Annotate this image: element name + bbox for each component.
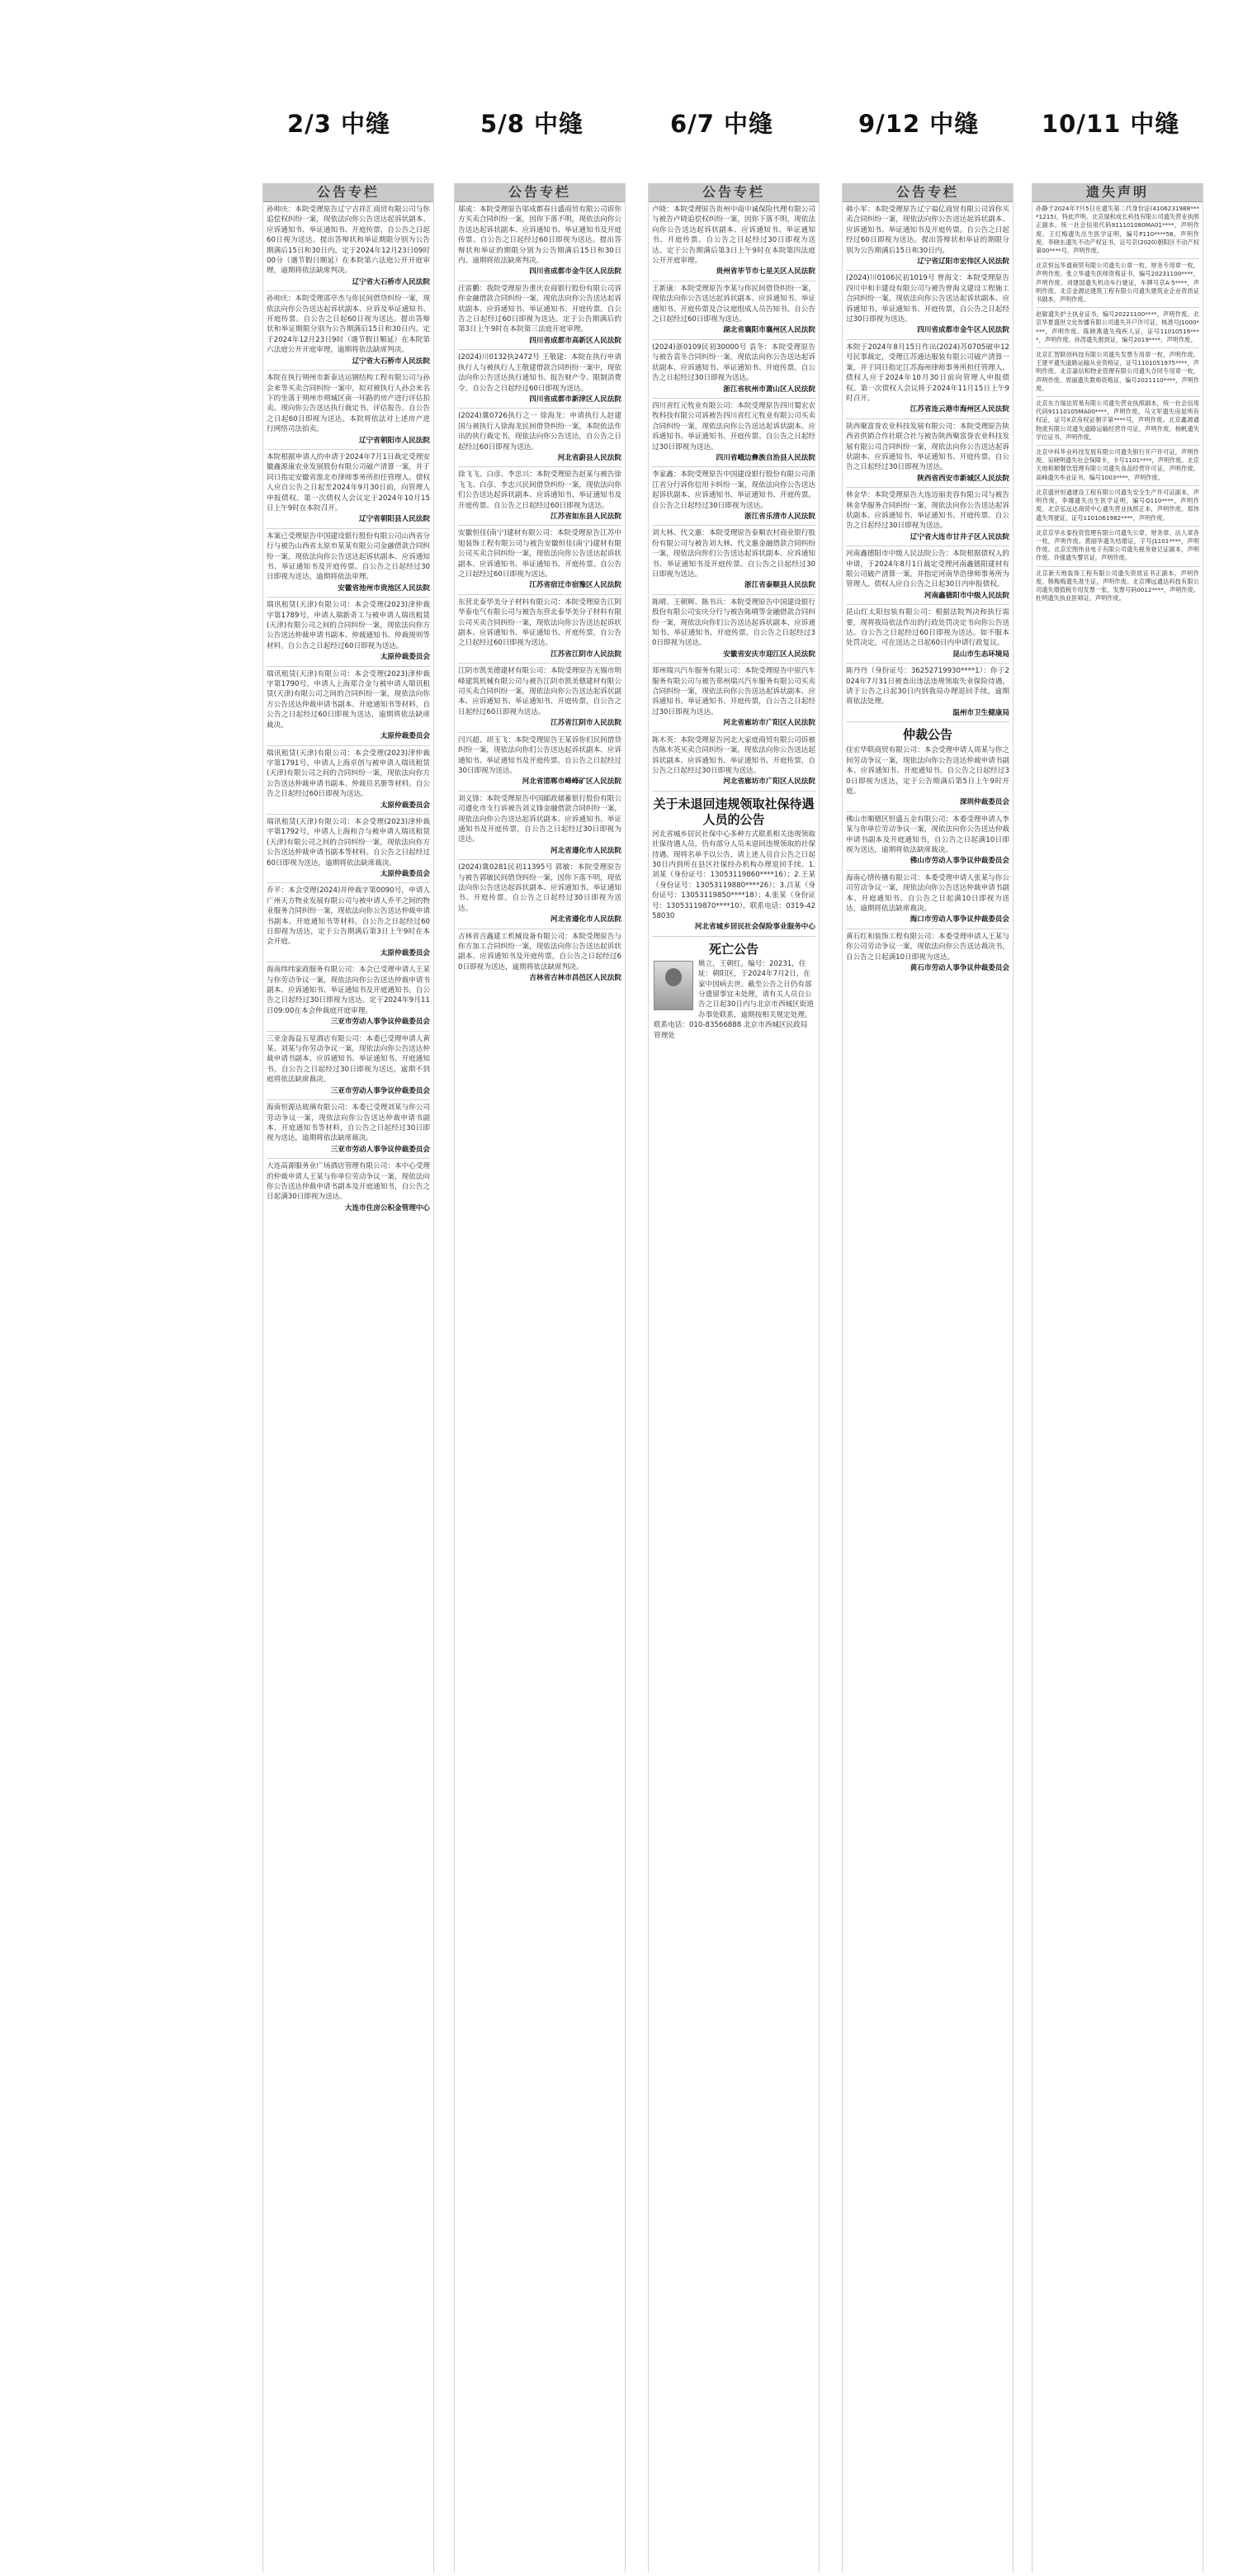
notice-item [652,598,815,659]
notice-sign: 三亚市劳动人事争议仲裁委员会 [330,1145,430,1154]
divider [1036,566,1199,567]
notice-strip-2-3 [262,183,434,2573]
notice-sign: 大连市住房公积金管理中心 [344,1203,430,1212]
notice-item [652,205,815,277]
portrait-photo [654,961,693,1010]
notice-item [1036,448,1199,482]
notice-strip-10-11 [1032,183,1203,2573]
notice-sign: 陕西省西安市新城区人民法院 [917,474,1009,483]
notice-text: 邬成：本院受理原告邬成都春日盛商贸有限公司诉你方买卖合同纠纷一案，因你下落不明，现依法向你公告送达起诉状副本、应诉通知书、举证通知书及开庭传票。自公告之日起经过60日即视为送达。提出答辩状和举证的期限分别为公告期满后15日和30日内。逾期将依法缺席判决。 [458,206,621,266]
divider [652,525,815,526]
divider [652,732,815,733]
notice-text: 瑞讯租赁(天津)有限公司：本会受理(2023)津仲裁字第1790号，申请人上海郑合金与被申请人瑞讯租赁(天津)有限公司之间的合同纠纷一案，现依法向你方公告送达仲裁申请书副本、开庭通知书等材料，自公告之日起经过60日即视为送达，逾期将依法缺席裁决。 [267,669,430,730]
notice-text: (2024)冀0726执行之一 徐海龙：申请执行人赵建国与被执行人徐海龙民间借贷纠纷一案，本院依法作出的执行裁定书，现依法向你公告送达，自公告之日起经过60日即视为送达。 [458,412,621,451]
notice-sign: 温州市卫生健康局 [952,708,1009,717]
divider [458,791,621,792]
divider [1036,396,1199,397]
notice-text: 王新康：本院受理原告李某与你民间借贷纠纷一案，现依法向你公告送达起诉状副本、应诉通知书、举证通知书、开庭传票及合议庭组成人员告知书。自公告之日起经过60日即视为送达。 [652,284,815,324]
notice-item [267,669,430,742]
notice-item [458,411,621,463]
notice-item [1036,529,1199,563]
notice-sign: 辽宁省朝阳市人民法院 [359,436,430,445]
notice-text: 卢晓：本院受理原告贵州中商中诚保险代理有限公司与被告卢晓追偿权纠纷一案，因你下落不明，现依法向你公告送达起诉状副本、应诉通知书、举证通知书、开庭传票。自公告之日起经过30日即视为送达。定于公告期满后第3日上午9时在本院第四法庭公开开庭审理。 [652,206,815,266]
notice-item [458,794,621,856]
notice-sign: 河北省遵化市人民法院 [550,846,621,855]
notice-sign: 四川省成都市高新区人民法院 [529,336,621,345]
notice-item [267,1161,430,1213]
divider [1036,485,1199,486]
notice-text: 韩小军：本院受理原告辽宁福亿商贸有限公司诉你买卖合同纠纷一案，现依法向你公告送达起诉状副本、应诉通知书、举证通知书及开庭传票。自公告之日起经过60日即视为送达。提出答辩状和举证的期限分别为公告期满后15日和30日内。 [846,206,1009,255]
notice-item [652,735,815,787]
notice-item [846,490,1009,542]
notice-sign: 辽宁省朝阳县人民法院 [359,515,430,524]
notice-text: 吉林省吉鑫建工机械设备有限公司：本院受理原告与你方加工合同纠纷一案，现依法向你公告送达起诉状副本、应诉通知书及开庭传票，自公告之日起经过60日即视为送达，逾期将依法缺席判决。 [458,932,621,971]
notice-sign: 太原仲裁委员会 [380,732,430,741]
notice-text: 北京恒远华通商贸有限公司遗失公章一枚、财务专用章一枚，声明作废。张立华遗失医师资格证书，编号20231100****，声明作废。刘建国遗失机动车行驶证，车牌号京A·5****，声明作废。北京金源达建筑工程有限公司遗失建筑业企业资质证书副本，声明作废。 [1036,262,1199,304]
notice-item [846,422,1009,484]
notice-list [1032,205,1203,603]
notice-text: 四川省红元牧业有限公司：本院受理原告四川蜀宏农牧科技有限公司诉被告四川省红元牧业有限公司买卖合同纠纷一案，现依法向你公告送达起诉状副本、应诉通知书、举证通知书、开庭传票。自公告之日起经过30日即视为送达。 [652,401,815,451]
notice-text: 河南鑫德阳市中级人民法院公告：本院根据债权人的申请，于2024年8月1日裁定受理河南鑫德阳建材有限公司破产清算一案，并指定河南华浩律师事务所为管理人。债权人应自公告之日起30日内申报债权。 [846,550,1009,589]
notice-sign: 安徽省池州市贵池区人民法院 [338,584,430,593]
notice-sign: 河北省邯郸市峰峰矿区人民法院 [522,778,621,787]
divider [267,528,430,529]
notice-text: 刘大林、代文惠：本院受理原告泰顺农村商业银行股份有限公司与被告刘大林、代文惠金融借款合同纠纷一案，现依法向你们公告送达起诉状副本、应诉通知书、举证通知书及开庭传票。自公告之日起经过30日即视为送达。 [652,529,815,579]
notice-text: 本院于2024年8月15日作出(2024)苏0705破申12号民事裁定，受理江苏通达服装有限公司破产清算一案，并于同日指定江苏海州律师事务所担任管理人。债权人应于2024年10月30日前向管理人申报债权。第一次债权人会议将于2024年11月15日上午9时召开。 [846,343,1009,403]
divider [652,791,815,792]
notice-sign: 河北省蔚县人民法院 [557,453,621,462]
notice-item [846,666,1009,718]
divider [846,270,1009,271]
notice-text: 本院在执行朔州市新泰达运钢结构工程有限公司与孙会来等买卖合同纠纷一案中，拟对被执行人孙会来名下的坐落于朔州市朔城区南一环路的房产进行评估拍卖。现向你公告送达执行裁定书、评估报告。自公告之日起60日即视为送达。本院将依法对上述房产进行网络司法拍卖。 [267,374,430,434]
strip-banner: 公告专栏 [263,183,433,202]
notice-list [263,205,433,1213]
notice-sign: 浙江省杭州市萧山区人民法院 [723,385,815,394]
divider [267,1031,430,1032]
notice-item [652,666,815,728]
divider [458,663,621,664]
notice-sign: 河北省廊坊市广阳区人民法院 [723,719,815,728]
notice-sign: 四川省成都市金牛区人民法院 [917,326,1009,335]
divider [267,1158,430,1159]
arbitration-title: 仲裁公告 [902,727,952,743]
notice-text: 北京东方瑞达贸易有限公司遗失营业执照副本，统一社会信用代码91110105MA00****，声明作废。马文军遗失房屋所有权证，证号X京房权证朝字第****号，声明作废。北京鑫源通物流有限公司遗失道路运输经营许可证，声明作废。杨帆遗失学位证书，声明作废。 [1036,399,1199,441]
notice-sign: 江苏省江阴市人民法院 [550,719,621,728]
notice-text: 瑞讯租赁(天津)有限公司：本会受理(2023)津仲裁字第1791号，申请人上海卓创与被申请人瑞讯租赁(天津)有限公司之间的合同纠纷一案，现依法向你方公告送达仲裁申请书副本、仲裁员名册等材料。自公告之日起经过60日即视为送达。 [267,749,430,799]
notice-item [267,965,430,1027]
notice-text: 李家鑫：本院受理原告中国建设银行股份有限公司浙江省分行诉你信用卡纠纷一案，现依法向你公告送达起诉状副本、应诉通知书、举证通知书、开庭传票。自公告之日起经过30日即视为送达。 [652,470,815,510]
notice-item [1036,489,1199,522]
notice-sign: 佛山市劳动人事争议仲裁委员会 [910,857,1009,866]
notice-item [846,273,1009,335]
notice-item [267,452,430,525]
notice-item [458,932,621,984]
notice-item [846,815,1009,867]
strip-banner: 遗失声明 [1032,183,1203,202]
notice-text: 陈晴、王朝辉、陈书兵：本院受理原告中国建设银行股份有限公司安庆分行与被告陈晴等金融借款合同纠纷一案，现依法向你们公告送达起诉状副本、应诉通知书、举证通知书、开庭传票。自公告之日起经过30日即视为送达。 [652,598,815,648]
notice-item [458,352,621,404]
notice-text: 北京盛世恒通建设工程有限公司遗失安全生产许可证副本，声明作废。李娜遗失出生医学证明，编号Q110****，声明作废。北京弘远达商贸中心遗失营业执照正本，声明作废。郑伟遗失驾驶证，证号1101061982****，声明作废。 [1036,488,1199,522]
divider [1036,445,1199,446]
notice-sign: 海口市劳动人事争议仲裁委员会 [910,915,1009,924]
divider [458,859,621,860]
notice-item [458,205,621,277]
notice-item [267,749,430,811]
strip-banner: 公告专栏 [455,183,625,202]
notice-item [846,343,1009,415]
divider [267,597,430,598]
social-security-text: 河北省城乡居民社保中心多种方式联系相关违规领取社保待遇人员，仍有部分人员未退回违规领取的社保待遇。现将名单予以公告，请上述人员自公告之日起30日内到所在县区社保经办机构办理退回手续。1.刘某（身份证号：13053119860****16）；2.王某（身份证号：13053119880****26）；3.吕某（身份证号：13053119850****18）；4.张某（身份证号：13053119870****10）。联系电话：0319-4258030 [652,830,815,920]
divider [458,349,621,350]
notice-sign: 贵州省毕节市七星关区人民法院 [716,267,815,277]
divider [1036,526,1199,527]
death-notice-text: 姚立，王朝红，编号：20231，住址：朝阳区，于2024年7月2日，在家中因病去世。截至公告之日仍有部分遗留事宜未处理，请有关人员自公告之日起30日内与北京市西城区街道办事处联系，逾期按相关规定处理。联系电话：010-83566888 [654,959,814,1030]
notice-text: 瑞讯租赁(天津)有限公司：本会受理(2023)津仲裁字第1789号，申请人瑞新奇工与被申请人瑞讯租赁(天津)有限公司之间的合同纠纷一案，现依法向你方公告送达仲裁申请书副本、仲裁通知书、仲裁规则等材料。自公告之日起经过60日即视为送达。 [267,601,430,650]
social-security-sign: 河北省城乡居民社会保险事业服务中心 [694,923,815,932]
notice-item [267,373,430,446]
divider [267,449,430,450]
divider [267,745,430,746]
divider [1036,347,1199,348]
notice-text: 孙帅庆：本院受理邵亭杰与你民间借贷纠纷一案，现依法向你公告送达起诉状副本、应诉及举证通知书、开庭传票。自公告之日起60日视为送达。提出答辩状和举证期限分别为公告期满后15日和30日内。定于2024年12月23日9时（遇节假日顺延）在本院第六法庭公开开庭审理，逾期将依法缺席判决。 [267,295,430,355]
notice-text: 郑州瑞兴汽车服务有限公司：本院受理原告中原汽车服务有限公司与被告郑州瑞兴汽车服务有限公司买卖合同纠纷一案，现依法向你公告送达起诉状副本、应诉通知书、举证通知书、开庭传票，自公告之日起经过30日即视为送达。 [652,667,815,716]
notice-item [458,598,621,659]
divider [1036,307,1199,308]
notice-sign: 河北省廊坊市广阳区人民法院 [723,778,815,787]
notice-text: 北京汇智联创科技有限公司遗失发票专用章一枚，声明作废。王建平遗失道路运输从业资格证，证号1101051975****，声明作废。北京嘉信和物业管理有限公司遗失合同专用章一枚，声明作废。周丽遗失教师资格证，编号2021110****，声明作废。 [1036,351,1199,392]
notice-sign: 辽宁省大连市甘井子区人民法院 [910,532,1009,541]
divider [458,732,621,733]
notice-sign: 安徽省安庆市迎江区人民法院 [723,650,815,659]
death-notice [654,942,814,1041]
social-security-title: 关于未退回违规领取社保待遇人员的公告 [653,796,815,827]
divider [267,370,430,371]
notice-text: 北京中科华业科技发展有限公司遗失银行开户许可证，声明作废。吴晓明遗失社会保障卡，卡号1101****，声明作废。北京天地和顺餐饮管理有限公司遗失食品经营许可证，声明作废。高峰遗失毕业证书，编号1003****，声明作废。 [1036,448,1199,481]
notice-text: 海南恒源达玻璃有限公司：本委已受理刘某与你公司劳动争议一案，现依法向你公告送达仲裁申请书副本、开庭通知书等材料，自公告之日起经过30日即视为送达，逾期将依法缺席裁决。 [267,1104,430,1143]
divider [652,594,815,595]
notice-sign: 太原仲裁委员会 [380,801,430,810]
notice-text: (2024)冀0281民初11395号 郭敏：本院受理原告与被告郭敏民间借贷纠纷一案，因你下落不明，现依法向你公告送达起诉状副本、应诉通知书、举证通知书、开庭传票。自公告之日起经过30日即视为送达。 [458,863,621,913]
notice-item [458,528,621,590]
notice-text: (2024)浙0109民初30000号 袁冬：本院受理原告与被告袁冬合同纠纷一案，现依法向你公告送达起诉状副本、应诉通知书、举证通知书、开庭传票。自公告之日起经过30日即视为送达。 [652,343,815,383]
notice-text: 孙静于2024年7月5日在遗失第二代身份证(4106231988****1215)，特此声明。北京瑞和成长科技有限公司遗失营业执照正副本，统一社会信用代码911101080MA01****，声明作废。王红梅遗失出生医学证明，编号P110****56，声明作废。李晓东遗失不动产权证书，证号京(2020)朝阳区不动产权第00****号，声明作废。 [1036,205,1199,255]
notice-sign: 江苏省连云港市海州区人民法院 [910,405,1009,414]
notice-sign: 昆山市生态环境局 [952,650,1009,659]
column-heading-6-7: 6/7 中缝 [670,110,774,138]
notice-sign: 江苏省江阴市人民法院 [550,650,621,659]
divider [846,811,1009,812]
notice-text: 海南心情传播有限公司：本委受理申请人张某与你公司劳动争议一案，现依法向你公告送达仲裁申请书副本、开庭通知书。自公告之日起满10日即视为送达，逾期将依法缺席裁决。 [846,873,1009,913]
notice-sign: 浙江省泰顺县人民法院 [744,581,815,590]
divider [267,666,430,667]
notice-item [846,549,1009,601]
notice-sign: 太原仲裁委员会 [380,869,430,878]
notice-text: 林金华：本院受理原告大连迈丽美容有限公司与被告林金华服务合同纠纷一案，现依法向你公告送达起诉状副本、应诉通知书、举证通知书、开庭传票。自公告之日起经过30日即视为送达。 [846,491,1009,531]
divider [458,594,621,595]
column-heading-5-8: 5/8 中缝 [480,110,584,138]
notice-item [1036,310,1199,344]
divider [267,1099,430,1100]
notice-sign: 三亚市劳动人事争议仲裁委员会 [330,1086,430,1095]
notice-text: 乔平：本会受理(2024)并仲裁字第0090号，申请人广州天方物业发展有限公司与被申请人乔平之间的物业服务合同纠纷一案，现依法向你公告送达仲裁申请书副本、开庭通知书等材料。自公告之日起经过60日即视为送达，定于公告期满后第3日上午9时在本会开庭。 [267,886,430,947]
notice-item [267,205,430,287]
notice-sign: 四川省峨边彝族自治县人民法院 [716,453,815,462]
notice-item [1036,351,1199,393]
notice-item [458,735,621,787]
notice-sign: 太原仲裁委员会 [380,948,430,957]
column-heading-2-3: 2/3 中缝 [287,110,391,138]
notice-item [267,817,430,879]
divider [846,663,1009,664]
notice-text: 佛山市顺德区恒盛五金有限公司：本委受理申请人李某与你单位劳动争议一案，现依法向你公告送达仲裁申请书副本及开庭通知书，自公告之日起满10日即视为送达，逾期将依法缺席裁决。 [846,815,1009,854]
divider [652,936,815,937]
death-notice-sign: 北京市西城区民政局管理处 [654,1021,808,1040]
column-heading-10-11: 10/11 中缝 [1042,110,1180,138]
divider [846,604,1009,605]
notice-item [1036,205,1199,255]
notice-list [843,205,1013,718]
notice-sign: 四川省成都市新津区人民法院 [529,395,621,404]
divider [846,339,1009,340]
notice-item [458,863,621,924]
divider [846,721,1009,722]
notice-item [846,873,1009,925]
notice-item [652,284,815,336]
divider [652,398,815,399]
notice-item [652,343,815,395]
notice-text: 汪雷鹏：我院受理原告重庆农商银行股份有限公司诉你金融借款合同纠纷一案，现依法向你公告送达起诉状副本、应诉通知书、举证通知书、开庭传票。自公告之日起经过60日即视为送达。定于公告期满后的第3日上午9时在本院第三法庭开庭审理。 [458,284,621,334]
notice-sign: 深圳仲裁委员会 [959,798,1009,807]
notice-text: 三亚金海益五星酒店有限公司：本委已受理申请人黄某、刘某与你劳动争议一案，现依法向你公告送达仲裁申请书副本、应诉通知书、举证通知书、开庭通知书。自公告之日起经过30日即视为送达，逾期不到庭将依法缺席裁决。 [267,1034,430,1085]
divider [458,466,621,467]
notice-text: 北京新天地装饰工程有限公司遗失资质证书正副本，声明作废。韩梅梅遗失准生证，声明作废。北京博远通达科技有限公司遗失增值税专用发票一张，发票号码0012****，声明作废。杜明遗失执业医师证，声明作废。 [1036,569,1199,603]
divider [1036,258,1199,259]
notice-text: 孙帅庆：本院受理原告辽宁吉祥汇商贸有限公司与你追偿权纠纷一案，现依法向你公告送达起诉状副本、应诉通知书、举证通知书、开庭传票，自公告之日起60日视为送达。提出答辩状和举证期限分别为公告期满后15日和30日内。定于2024年12月23日09时00分（遇节假日顺延）在本院第六法庭公开开庭审理，逾期将依法缺席判决。 [267,206,430,276]
notice-item [1036,399,1199,442]
notice-text: 江阴市凯美德建材有限公司：本院受理原告无锡市明峰建筑机械有限公司与被告江阴市凯美德建材有限公司买卖合同纠纷一案，现依法向你公告送达起诉状副本、应诉通知书、举证通知书、开庭传票，自公告之日起经过60日即视为送达。 [458,667,621,716]
notice-sign: 河南鑫德阳市中级人民法院 [924,591,1009,600]
notice-text: 陈丹丹（身份证号：36252719930****1）：你于2024年7月31日被查出违法违规领取失业保险待遇，请于公告之日起30日内到我局办理退回手续，逾期将依法处理。 [846,667,1009,707]
divider [652,339,815,340]
notice-text: 大连高源服务业广场酒店管理有限公司：本中心受理的仲裁申请人王某与你单位劳动争议一案，现依法向你公告送达仲裁申请书副本及开庭通知书，自公告之日起满30日即视为送达。 [267,1162,430,1202]
divider [652,466,815,467]
notice-item [267,600,430,662]
notice-sign: 湖北省襄阳市襄州区人民法院 [723,326,815,335]
notice-item [267,1103,430,1155]
notice-item [1036,262,1199,304]
notice-text: 北京京华永泰投资管理有限公司遗失公章、财务章、法人章各一枚，声明作废。黄丽华遗失结婚证，字号J1101****，声明作废。北京宏图伟业电子有限公司遗失税务登记证副本，声明作废。许强遗失警官证，声明作废。 [1036,528,1199,562]
notice-item [267,886,430,958]
notice-text: 本院根据申请人的申请于2024年7月1日裁定受理安徽鑫源康农业发展股份有限公司破产清算一案，并于同日指定安徽省淮北市律师事务所担任管理人。债权人应自公告之日起至2024年9月30日前，向管理人申报债权。第一次债权人会议定于2024年10月15日上午9时在本院召开。 [267,452,430,513]
notice-sign: 浙江省乐清市人民法院 [744,512,815,521]
notice-item [458,666,621,728]
notice-sign: 辽宁省辽阳市宏伟区人民法院 [917,258,1009,267]
notice-text: 黄石红和装饰工程有限公司：本委受理申请人王某与你公司劳动争议一案，现依法向你公告送达裁决书，自公告之日起满10日即视为送达。 [846,932,1009,962]
arbitration-list [843,745,1013,973]
notice-item [267,294,430,366]
notice-text: 东营北泰华美分子材料有限公司：本院受理原告江阴华泰电气有限公司与被告东营北泰华美分子材料有限公司买卖合同纠纷一案，现依法向你公告送达起诉状副本、应诉通知书、举证通知书、开庭传票，自公告之日起经过60日即视为送达。 [458,598,621,648]
notice-item [458,284,621,346]
divider [458,408,621,409]
notice-text: 本案已受理原告中国建设银行股份有限公司山西省分行与被告山西省太原市某某有限公司金融借款合同纠纷一案，现依法向你公告送达起诉状副本、应诉通知书、举证通知书及开庭传票。自公告之日起经过30日即视为送达，逾期将依法审理。 [267,532,430,582]
notice-text: 安徽恒佳(南宁)建材有限公司：本院受理原告江苏中旭装饰工程有限公司与被告安徽恒佳(南宁)建材有限公司买卖合同纠纷一案，现依法向你公告送达起诉状副本、应诉通知书、举证通知书、开庭传票。自公告之日起经过60日即视为送达。 [458,529,621,579]
notice-item [652,401,815,463]
divider [846,418,1009,419]
divider [267,882,430,883]
notice-text: 徐飞飞、白彦、李忠兴：本院受理原告赵某与被告徐飞飞、白彦、李忠兴民间借贷纠纷一案，现依法向你们公告送达起诉状副本、应诉通知书、举证通知书及开庭传票。自公告之日起经过60日即视为送达。 [458,470,621,510]
divider [652,663,815,664]
notice-text: (2024)川0132执2472号 王敬建：本院在执行申请执行人与被执行人王敬建借款合同纠纷一案中，现依法向你公告送达执行通知书、报告财产令、限制消费令。自公告之日起经过60日即视为送达。 [458,353,621,393]
notice-text: 闫兴超、胡玉飞：本院受理原告王某诉你们民间借贷纠纷一案，现依法向你们公告送达起诉状副本、应诉通知书、举证通知书及开庭传票。自公告之日起经过30日即视为送达。 [458,735,621,775]
notice-sign: 太原仲裁委员会 [380,653,430,662]
notice-item [1036,570,1199,603]
notice-item [267,1034,430,1096]
notice-sign: 江苏省如东县人民法院 [550,512,621,521]
divider [846,487,1009,488]
notice-text: 海南纬纬家政服务有限公司：本会已受理申请人王某与你劳动争议一案，现依法向你公告送达仲裁申请书副本、应诉通知书、举证通知书及开庭通知书。自公告之日起经过30日即视为送达，定于2024年9月11日09:00在本会仲裁庭开庭审理。 [267,966,430,1015]
notice-sign: 四川省成都市金牛区人民法院 [529,267,621,277]
death-notice-title: 死亡公告 [708,941,758,957]
notice-item [846,607,1009,659]
notice-sign: 吉林省吉林市昌邑区人民法院 [529,974,621,983]
social-security-notice [652,796,815,933]
notice-list [455,205,625,984]
notice-item [846,932,1009,974]
strip-banner: 公告专栏 [649,183,819,202]
notice-item [652,470,815,522]
divider [458,525,621,526]
divider [846,870,1009,871]
notice-item [846,745,1009,807]
notice-strip-9-12 [842,183,1014,2573]
notice-text: 陕西聚富誉农业科技发展有限公司：本院受理原告陕西省供销合作社联合社与被告陕西聚富誉农业科技发展有限公司合同纠纷一案，现依法向你公告送达起诉状副本、应诉通知书、举证通知书、开庭传票。自公告之日起经过30日即视为送达。 [846,422,1009,472]
notice-item [652,528,815,590]
notice-text: 瑞讯租赁(天津)有限公司：本会受理(2023)津仲裁字第1792号，申请人上海和合与被申请人瑞讯租赁(天津)有限公司之间的合同纠纷一案，现依法向你方公告送达仲裁申请书副本等材料。自公告之日起经过60日即视为送达，逾期将依法缺席裁决。 [267,817,430,867]
notice-sign: 江苏省宿迁市宿豫区人民法院 [529,581,621,590]
notice-text: 昆山红太阳包装有限公司：根据法院判决和执行需要，现将我局依法作出的行政处罚决定书向你公告送达。自公告之日起经过60日即视为送达。如不服本处罚决定，可在送达之日起60日内申请行政复议。 [846,608,1009,648]
notice-item [846,205,1009,267]
notice-item [458,470,621,522]
notice-text: 刘义锋：本院受理原告中国邮政储蓄银行股份有限公司遵化市支行诉被告刘义锋金融借款合同纠纷一案，现依法向你公告送达起诉状副本、应诉通知书、举证通知书及开庭传票，自公告之日起经过30日即视为送达。 [458,794,621,844]
notice-list [649,205,819,787]
notice-sign: 河北省遵化市人民法院 [550,915,621,924]
notice-sign: 辽宁省大石桥市人民法院 [352,277,430,286]
notice-sign: 黄石市劳动人事争议仲裁委员会 [910,964,1009,972]
divider [267,814,430,815]
notice-text: 陈木英：本院受理原告河北大家庭商贸有限公司诉被告陈木英买卖合同纠纷一案，现依法向你公告送达起诉状副本、应诉通知书、举证通知书、开庭传票，自公告之日起经过30日即视为送达。 [652,735,815,775]
notice-text: (2024)川0106民初1019号 曾海文：本院受理原告四川中和丰建设有限公司与被告曾海文建设工程施工合同纠纷一案，现依法向你公告送达起诉状副本、应诉通知书、举证通知书、开庭传票，自公告之日起经过30日即视为送达。 [846,274,1009,324]
notice-text: 佳宏华联商贸有限公司：本会受理申请人周某与你之间劳动争议一案，现依法向你公告送达仲裁申请书副本、应诉通知书、开庭通知书。自公告之日起经过30日即视为送达，定于公告期满后第5日上午9时开庭。 [846,746,1009,796]
notice-sign: 辽宁省大石桥市人民法院 [352,357,430,366]
strip-banner: 公告专栏 [843,183,1013,202]
column-heading-9-12: 9/12 中缝 [858,110,980,138]
notice-item [267,532,430,593]
notice-sign: 三亚市劳动人事争议仲裁委员会 [330,1018,430,1027]
notice-strip-5-8 [454,183,626,2573]
notice-strip-6-7 [648,183,820,2573]
notice-text: 赵敏遗失护士执业证书，编号20221100****，声明作废。北京华夏盛世文化传播有限公司遗失开户许可证，核准号J1000****，声明作废。陈晓燕遗失残疾人证，证号11010519****，声明作废。孙涛遗失报到证，编号2019****，声明作废。 [1036,310,1199,343]
